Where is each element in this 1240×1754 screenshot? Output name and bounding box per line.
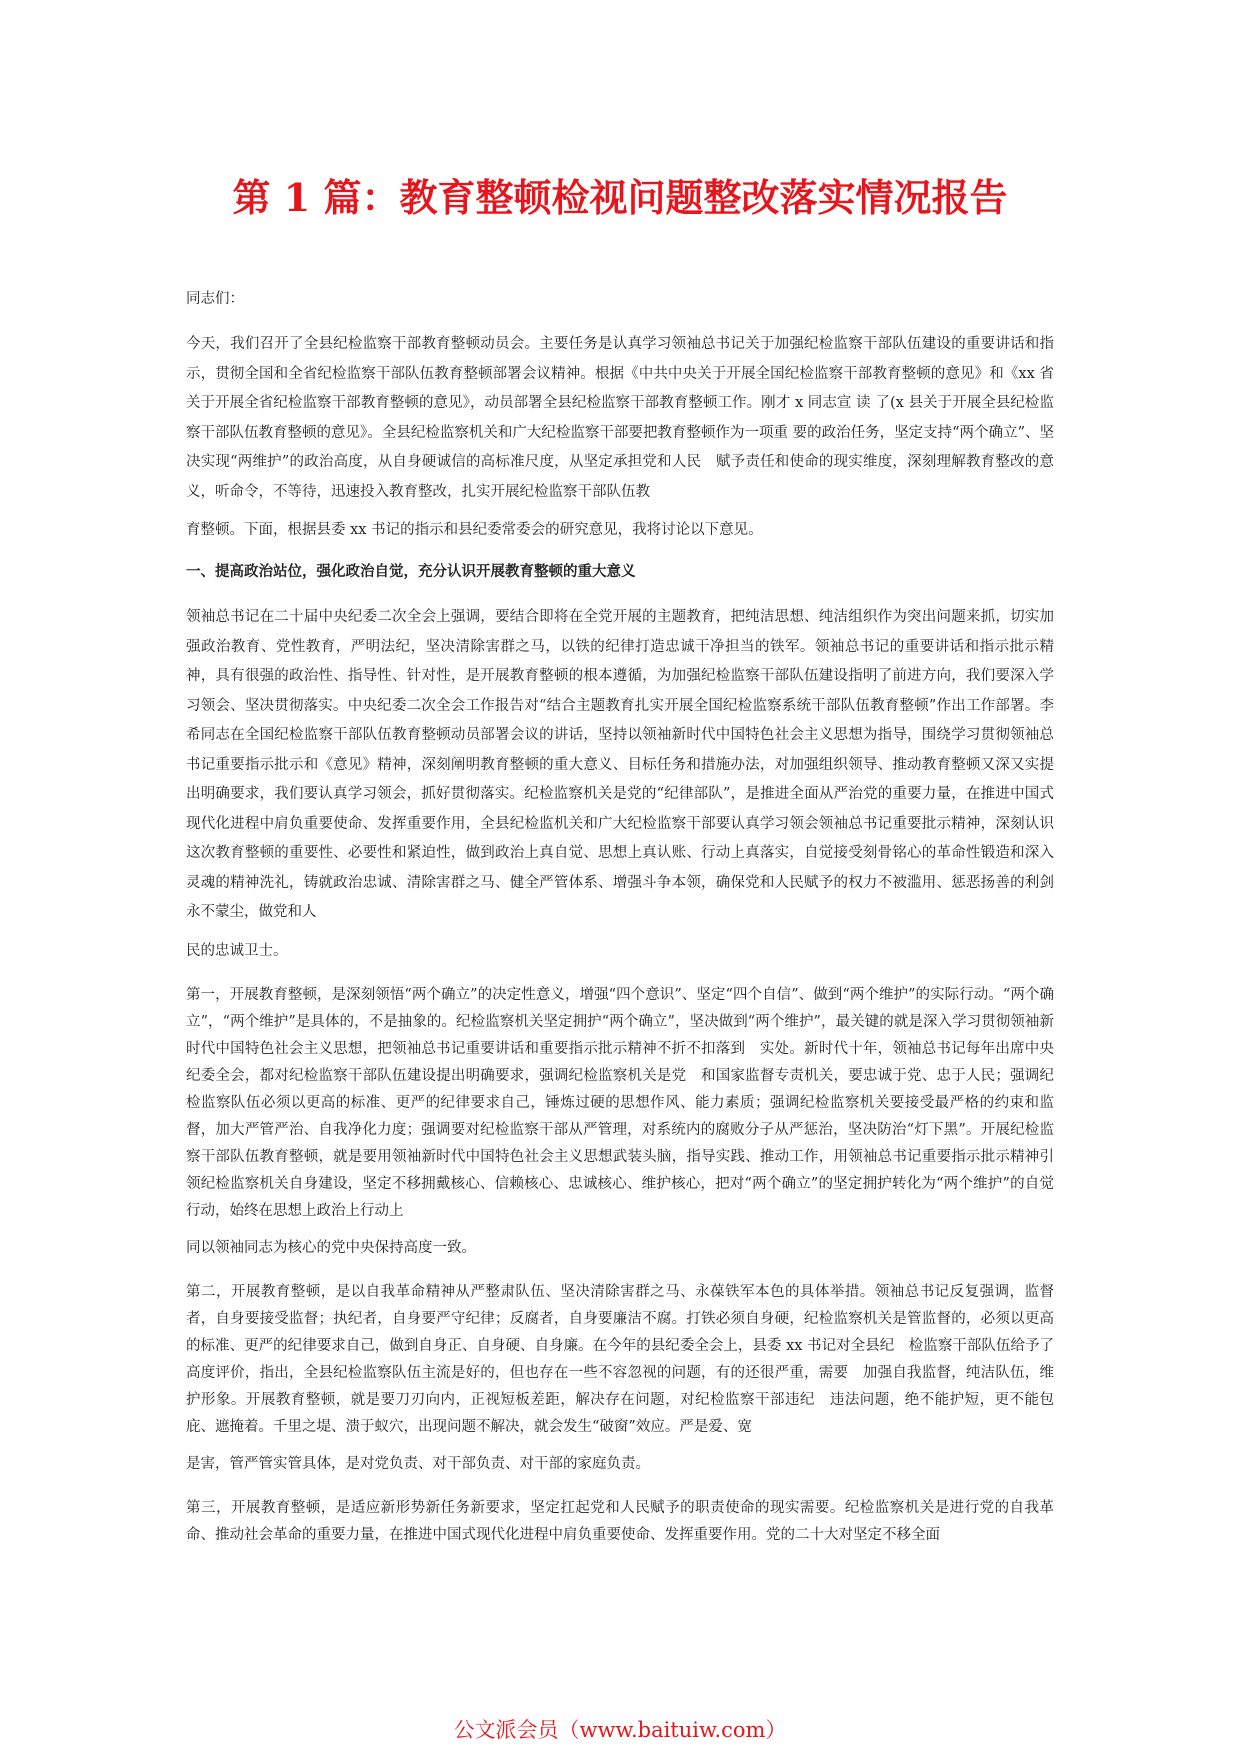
intro-continuation: 育整顿。下面，根据县委 xx 书记的指示和县纪委常委会的研究意见，我将讨论以下意见。	[186, 522, 763, 538]
section-heading-1: 一、提高政治站位，强化政治自觉，充分认识开展教育整顿的重大意义	[186, 563, 636, 580]
document-body	[186, 288, 1054, 1561]
point-2-paragraph: 第二，开展教育整顿，是以自我革命精神从严整肃队伍、坚决清除害群之马、永葆铁军本色的具体举措。领袖总书记反复强调，监督者，自身要接受监督；执纪者，自身要严守纪律；反腐者，自身要廉洁不腐。打铁必须自身硬，纪检监察机关是管监督的，必须以更高的标准、更严的纪律要求自己，做到自身正、自身硬、自身廉。在今年的县纪委全会上，县委 xx 书记对全县纪 检监察干部队伍给予了高度评价，指出，全县纪检监察队伍主流是好的，但也存在一些不容忽视的问题，有的还很严重，需要 加强自我监督，纯洁队伍，维护形象。开展教育整顿，就是要刀刃向内，正视短板差距，解决存在问题，对纪检监察干部违纪 违法问题，绝不能护短，更不能包庇、遮掩着。千里之堤、溃于蚁穴，出现问题不解决，就会发生“破窗”效应。严是爱、宽	[186, 1283, 1054, 1435]
section1-paragraph: 领袖总书记在二十届中央纪委二次全会上强调，要结合即将在全党开展的主题教育，把纯洁思想、纯洁组织作为突出问题来抓，切实加强政治教育、党性教育，严明法纪，坚决清除害群之马，以铁的纪律打造忠诚干净担当的铁军。领袖总书记的重要讲话和指示批示精神，具有很强的政治性、指导性、针对性，是开展教育整顿的根本遵循，为加强纪检监察干部队伍建设指明了前进方向，我们要深入学习领会、坚决贯彻落实。中央纪委二次全会工作报告对“结合主题教育扎实开展全国纪检监察系统干部队伍教育整顿”作出工作部署。李希同志在全国纪检监察干部队伍教育整顿动员部署会议的讲话，坚持以领袖新时代中国特色社会主义思想为指导，围绕学习贯彻领袖总书记重要指示批示和《意见》精神，深刻阐明教育整顿的重大意义、目标任务和措施办法，对加强组织领导、推动教育整顿又深又实提出明确要求，我们要认真学习领会，抓好贯彻落实。纪检监察机关是党的“纪律部队”，是推进全面从严治党的重要力量，在推进中国式现代化进程中肩负重要使命、发挥重要作用，全县纪检监机关和广大纪检监察干部要认真学习领会领袖总书记重要批示精神，深刻认识这次教育整顿的重要性、必要性和紧迫性，做到政治上真自觉、思想上真认账、行动上真落实，自觉接受刻骨铭心的革命性锻造和深入灵魂的精神洗礼，铸就政治忠诚、清除害群之马、健全严管体系、增强斗争本领，确保党和人民赋予的权力不被滥用、惩恶扬善的利剑永不蒙尘，做党和人	[186, 609, 1054, 920]
point-3-paragraph: 第三，开展教育整顿，是适应新形势新任务新要求，坚定扛起党和人民赋予的职责使命的现实需要。纪检监察机关是进行党的自我革命、推动社会革命的重要力量，在推进中国式现代化进程中肩负重要使命、发挥重要作用。党的二十大对坚定不移全面	[186, 1499, 1054, 1543]
footer-watermark: 公文派会员（www.baituiw.com）	[453, 1718, 787, 1742]
point-2-continuation: 是害，管严管实管具体，是对党负责、对干部负责、对干部的家庭负责。	[186, 1455, 650, 1472]
point-1-continuation: 同以领袖同志为核心的党中央保持高度一致。	[186, 1239, 476, 1256]
point-1-paragraph: 第一，开展教育整顿，是深刻领悟“两个确立”的决定性意义，增强“四个意识”、坚定“四个自信”、做到“两个维护”的实际行动。“两个确立”，“两个维护”是具体的，不是抽象的。纪检监察机关坚定拥护“两个确立”，坚决做到“两个维护”，最关键的就是深入学习贯彻领袖新时代中国特色社会主义思想，把领袖总书记重要讲话和重要指示批示精神不折不扣落到 实处。新时代十年，领袖总书记每年出席中央纪委全会，都对纪检监察干部队伍建设提出明确要求，强调纪检监察机关是党 和国家监督专责机关，要忠诚于党、忠于人民；强调纪检监察队伍必须以更高的标准、更严的纪律要求自己，锤炼过硬的思想作风、能力素质；强调纪检监察机关要接受最严格的约束和监督，加大严管严治、自我净化力度；强调要对纪检监察干部从严管理，对系统内的腐败分子从严惩治，坚决防治“灯下黑”。开展纪检监察干部队伍教育整顿，就是要用领袖新时代中国特色社会主义思想武装头脑，指导实践、推动工作，用领袖总书记重要指示批示精神引领纪检监察机关自身建设，坚定不移拥戴核心、信赖核心、忠诚核心、维护核心，把对“两个确立”的坚定拥护转化为“两个维护”的自觉行动，始终在思想上政治上行动上	[186, 986, 1054, 1219]
greeting: 同志们：	[186, 291, 244, 307]
section1-continuation: 民的忠诚卫士。	[186, 942, 288, 959]
intro-paragraph: 今天，我们召开了全县纪检监察干部教育整顿动员会。主要任务是认真学习领袖总书记关于加强纪检监察干部队伍建设的重要讲话和指示，贯彻全国和全省纪检监察干部队伍教育整顿部署会议精神。根据《中共中央关于开展全国纪检监察干部教育整顿的意见》和《xx 省关于开展全省纪检监察干部教育整顿的意见》，动员部署全县纪检监察干部教育整顿工作。刚才 x 同志宣 读 了(x 县关于开展全县纪检监察干部队伍教育整顿的意见》。全县纪检监察机关和广大纪检监察干部要把教育整顿作为一项重 要的政治任务，坚定支持“两个确立”、坚决实现“两维护”的政治高度，从自身硬诚信的高标准尺度，从坚定承担党和人民 赋予责任和使命的现实维度，深刻理解教育整改的意义，听命令，不等待，迅速投入教育整改，扎实开展纪检监察干部队伍教	[186, 336, 1054, 500]
document-title: 第 1 篇：教育整顿检视问题整改落实情况报告	[232, 175, 1008, 220]
